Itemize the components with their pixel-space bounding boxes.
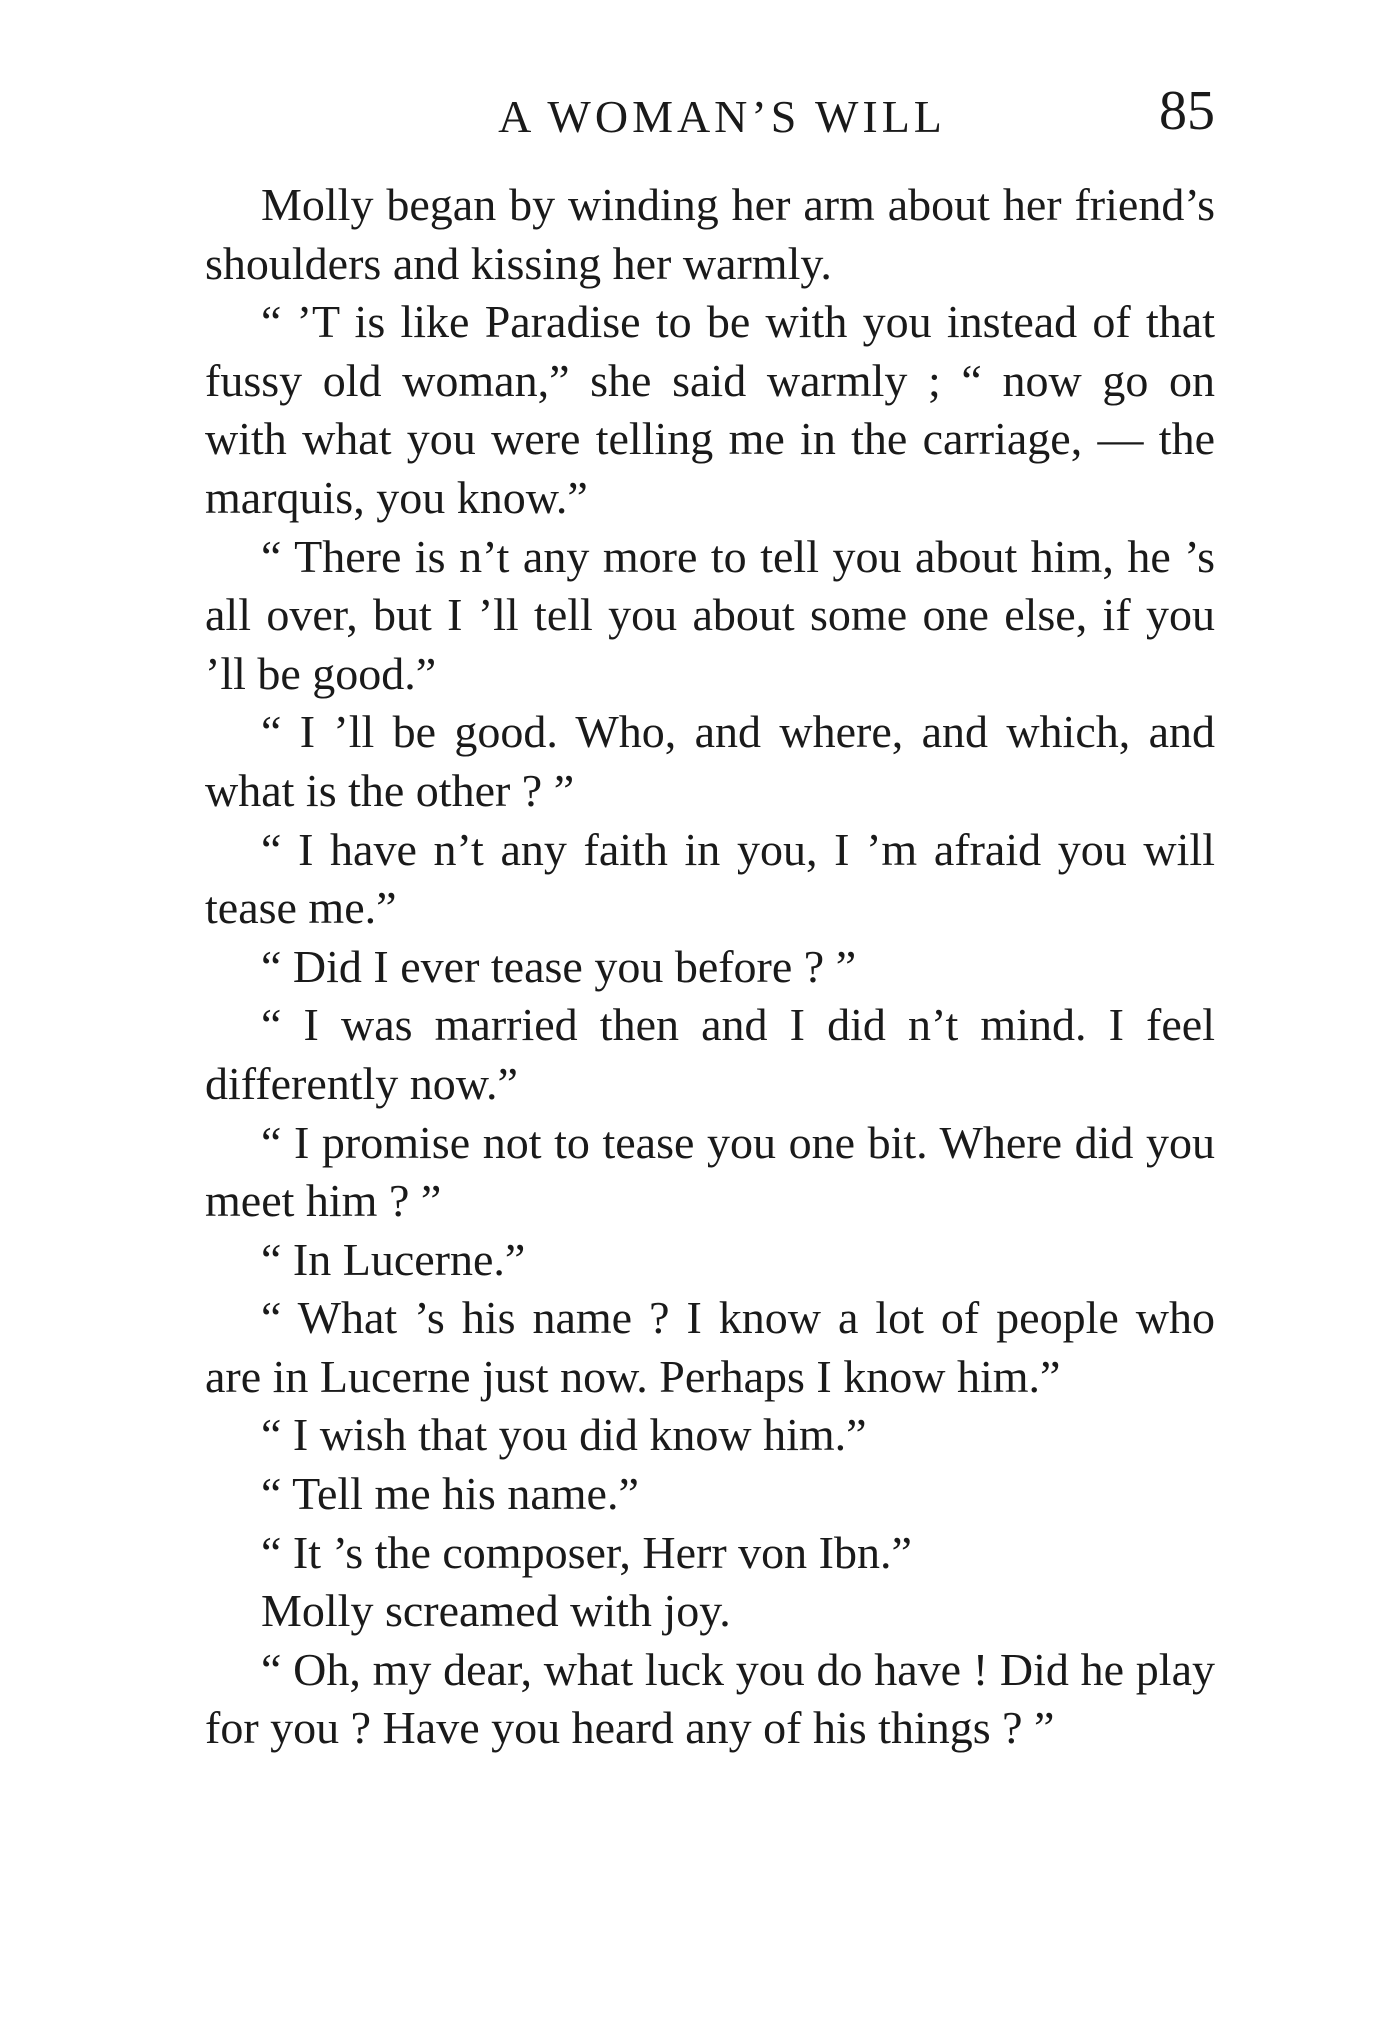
body-text: [205, 176, 1215, 1758]
paragraph: “ I have n’t any faith in you, I ’m afraid you will tease me.”: [205, 823, 1215, 934]
paragraph: “ In Lucerne.”: [261, 1233, 526, 1285]
paragraph: Molly began by winding her arm about her friend’s shoulders and kissing her warmly.: [205, 179, 1215, 289]
paragraph: “ There is n’t any more to tell you about him, he ’s all over, but I ’ll tell you about some one else, if you ’ll be good.”: [205, 530, 1215, 699]
running-title: A WOMAN’S WILL: [498, 91, 946, 142]
paragraph: “ It ’s the composer, Herr von Ibn.”: [261, 1526, 912, 1578]
paragraph: “ Did I ever tease you before ? ”: [261, 940, 857, 992]
paragraph: “ ’T is like Paradise to be with you instead of that fussy old woman,” she said warmly ; “ now go on with what you were telling me in the carriage, — the marquis, you know.”: [205, 296, 1215, 523]
paragraph: “ I wish that you did know him.”: [261, 1409, 867, 1461]
paragraph: “ What ’s his name ? I know a lot of people who are in Lucerne just now. Perhaps I know him.”: [205, 1292, 1215, 1402]
page-number: 85: [1159, 80, 1215, 142]
paragraph: “ Oh, my dear, what luck you do have ! Did he play for you ? Have you heard any of his things ? ”: [205, 1643, 1215, 1754]
paragraph: Molly screamed with joy.: [261, 1585, 731, 1637]
paragraph: “ Tell me his name.”: [261, 1468, 639, 1520]
paragraph: “ I was married then and I did n’t mind. I feel differently now.”: [205, 999, 1215, 1109]
paragraph: “ I ’ll be good. Who, and where, and which, and what is the other ? ”: [205, 706, 1215, 816]
paragraph: “ I promise not to tease you one bit. Where did you meet him ? ”: [205, 1116, 1215, 1227]
running-head: [205, 82, 1215, 152]
